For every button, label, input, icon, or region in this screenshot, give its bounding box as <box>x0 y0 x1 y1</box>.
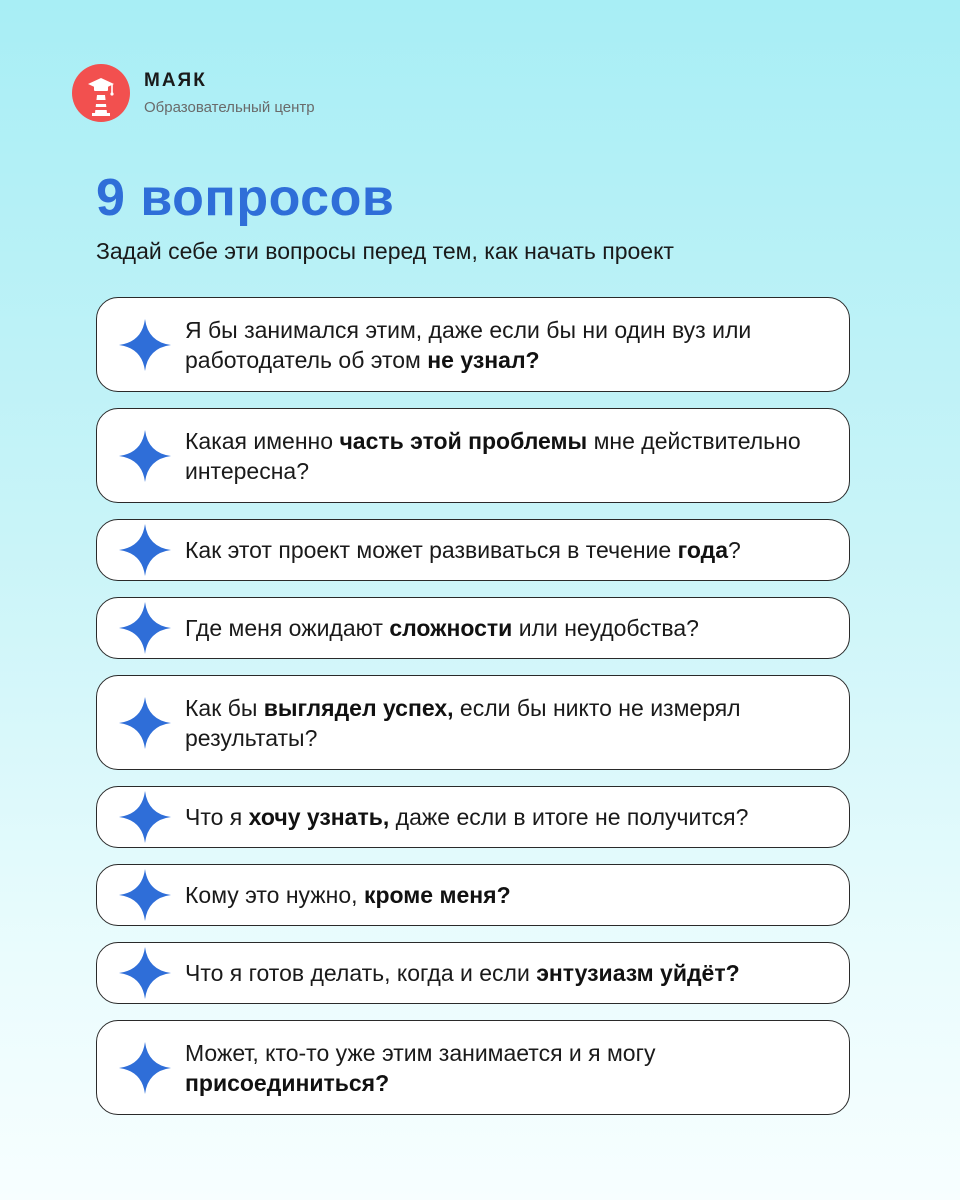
brand-subtitle: Образовательный центр <box>144 99 315 116</box>
question-card <box>96 786 850 848</box>
question-fragment: Где меня ожидают <box>185 615 390 641</box>
question-card <box>96 864 850 926</box>
four-point-star-icon <box>117 428 173 484</box>
question-fragment: Что я готов делать, когда и если <box>185 960 537 986</box>
question-card <box>96 942 850 1004</box>
question-fragment: Что я <box>185 804 249 830</box>
four-point-star-icon <box>117 789 173 845</box>
question-fragment: Кому это нужно, <box>185 882 364 908</box>
question-fragment: мне действительно интересна? <box>185 427 801 484</box>
four-point-star-icon <box>117 867 173 923</box>
question-fragment: Я бы занимался этим, даже если бы ни один вуз или работодатель об этом <box>185 316 752 373</box>
page-title: 9 вопросов <box>96 169 395 227</box>
question-text <box>185 958 740 988</box>
question-text <box>185 315 825 375</box>
question-emphasis: не узнал? <box>427 346 540 373</box>
question-emphasis: присоединиться? <box>185 1069 390 1096</box>
four-point-star-icon <box>117 522 173 578</box>
four-point-star-icon <box>117 695 173 751</box>
question-card <box>96 597 850 659</box>
question-fragment: Может, кто-то уже этим занимается и я могу <box>185 1039 656 1066</box>
four-point-star-icon <box>117 317 173 373</box>
four-point-star-icon <box>117 945 173 1001</box>
question-fragment: Как этот проект может развиваться в течение <box>185 537 678 563</box>
question-text <box>185 535 741 565</box>
question-text <box>185 802 748 832</box>
question-fragment: даже если в итоге не получится? <box>389 804 749 830</box>
question-card <box>96 1020 850 1115</box>
question-fragment: Как бы <box>185 694 264 721</box>
question-text <box>185 613 699 643</box>
question-text <box>185 693 825 753</box>
page-subtitle: Задай себе эти вопросы перед тем, как начать проект <box>96 238 674 264</box>
question-text <box>185 426 825 486</box>
brand-header <box>72 64 315 122</box>
question-emphasis: энтузиазм уйдёт? <box>536 960 740 986</box>
question-card <box>96 675 850 770</box>
question-emphasis: года <box>677 537 729 563</box>
question-fragment: если бы никто не измерял результаты? <box>185 694 741 751</box>
question-emphasis: сложности <box>389 615 513 641</box>
brand-name: МАЯК <box>144 70 207 91</box>
question-list <box>96 297 850 1131</box>
question-card <box>96 297 850 392</box>
question-card <box>96 519 850 581</box>
question-emphasis: кроме меня? <box>363 882 511 908</box>
lighthouse-logo-icon <box>72 64 130 122</box>
question-fragment: ? <box>728 537 741 563</box>
question-text <box>185 1038 825 1098</box>
question-fragment: Какая именно <box>185 427 340 454</box>
question-emphasis: часть этой проблемы <box>339 427 588 454</box>
question-emphasis: хочу узнать, <box>248 804 390 830</box>
question-emphasis: выглядел успех, <box>263 694 454 721</box>
question-fragment: или неудобства? <box>512 615 699 641</box>
question-card <box>96 408 850 503</box>
four-point-star-icon <box>117 1040 173 1096</box>
four-point-star-icon <box>117 600 173 656</box>
question-text <box>185 880 511 910</box>
